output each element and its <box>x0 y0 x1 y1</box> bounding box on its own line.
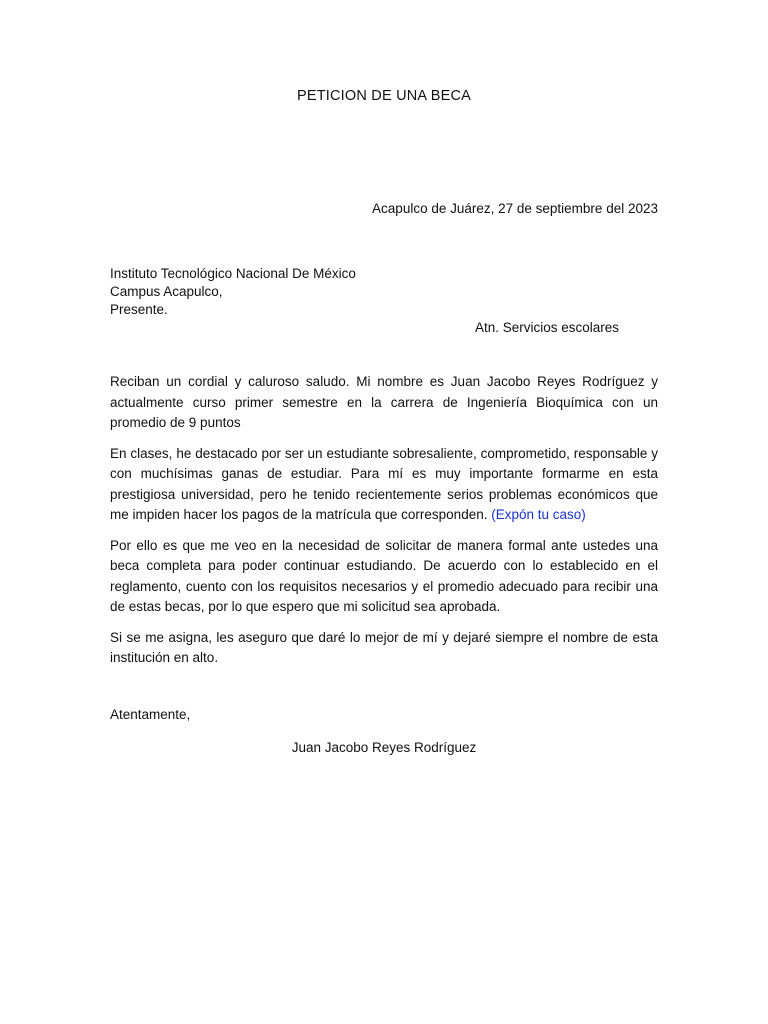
letter-body <box>110 372 658 679</box>
recipient-line-campus: Campus Acapulco, <box>110 284 223 299</box>
recipient-block <box>110 265 356 319</box>
paragraph-request: Por ello es que me veo en la necesidad de solicitar de manera formal ante ustedes una beca completa para poder continuar estudiando. De acuerdo con lo establecido en el reglamento, cuento con los requisitos necesarios y el promedio adecuado para recibir una de estas becas, por lo que espero que mi solicitud sea aprobada. <box>110 537 658 614</box>
recipient-line-institution: Instituto Tecnológico Nacional De México <box>110 266 356 281</box>
paragraph-commitment: Si se me asigna, les aseguro que daré lo mejor de mí y dejaré siempre el nombre de esta institución en alto. <box>110 629 658 665</box>
recipient-line-presente: Presente. <box>110 302 168 317</box>
letter-title: PETICION DE UNA BECA <box>296 88 471 104</box>
attention-line: Atn. Servicios escolares <box>475 320 620 335</box>
paragraph-greeting: Reciban un cordial y caluroso saludo. Mi nombre es Juan Jacobo Reyes Rodríguez y actualmente curso primer semestre en la carrera de Ingeniería Bioquímica con un promedio de 9 puntos <box>110 374 658 430</box>
date-line: Acapulco de Juárez, 27 de septiembre del 2023 <box>372 201 658 216</box>
signature-name: Juan Jacobo Reyes Rodríguez <box>291 740 477 755</box>
paragraph-situation-text: En clases, he destacado por ser un estudiante sobresaliente, comprometido, responsable y con muchísimas ganas de estudiar. Para mí es muy importante formarme en esta prestigiosa universidad, pero he tenido recientemente serios problemas económicos que me impiden hacer los pagos de la matrícula que corresponden. <box>110 445 658 522</box>
closing-line: Atentamente, <box>110 707 191 722</box>
placeholder-expon-tu-caso: (Expón tu caso) <box>491 507 586 522</box>
paragraph-situation <box>110 444 658 526</box>
